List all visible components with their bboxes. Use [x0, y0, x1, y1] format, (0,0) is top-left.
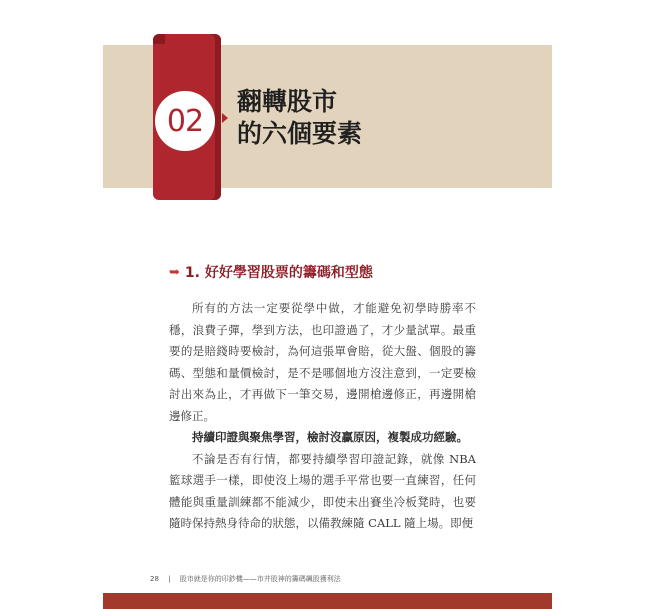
chapter-number-badge [155, 91, 215, 151]
chapter-number: 02 [166, 103, 204, 139]
bottom-bar [103, 593, 552, 609]
page-number: 28 [150, 575, 159, 583]
page-footer [150, 574, 341, 584]
paragraph: 所有的方法一定要從學中做，才能避免初學時勝率不穩，浪費子彈，學到方法，也印證過了，才少量試單。最重要的是賠錢時要檢討，為何這張單會賠，從大盤、個股的籌碼、型態和量價檢討，是不是哪個地方沒注意到，一定要檢討出來為止，才再做下一筆交易，邊開槍邊修正，再邊開槍邊修正。 [169, 301, 476, 423]
emphasis-paragraph: 持續印證與聚焦學習，檢討沒贏原因，複製成功經驗。 [192, 430, 468, 444]
section-heading [169, 262, 373, 282]
paragraph: 不論是否有行情，都要持續學習印證記錄，就像 NBA 籃球選手一樣，即使沒上場的選手平常也要一直練習，任何體能與重量訓練都不能減少，即使未出賽坐冷板凳時，也要隨時保持熱身待命的狀態，以備教練隨 CALL 隨上場。即便 [169, 451, 476, 530]
arrow-right-icon: ➥ [169, 264, 180, 280]
ribbon-fold [153, 34, 165, 44]
chapter-title [237, 86, 362, 150]
footer-separator: | [168, 575, 171, 583]
chapter-title-line2: 的六個要素 [237, 119, 363, 148]
section-heading-text: 1. 好好學習股票的籌碼和型態 [184, 265, 373, 281]
pointer-triangle-icon [222, 113, 228, 123]
body-text [169, 298, 476, 535]
book-title: 股市就是你的印鈔機——市井股神的籌碼飆股獲利法 [179, 575, 341, 583]
chapter-title-line1: 翻轉股市 [237, 87, 338, 116]
